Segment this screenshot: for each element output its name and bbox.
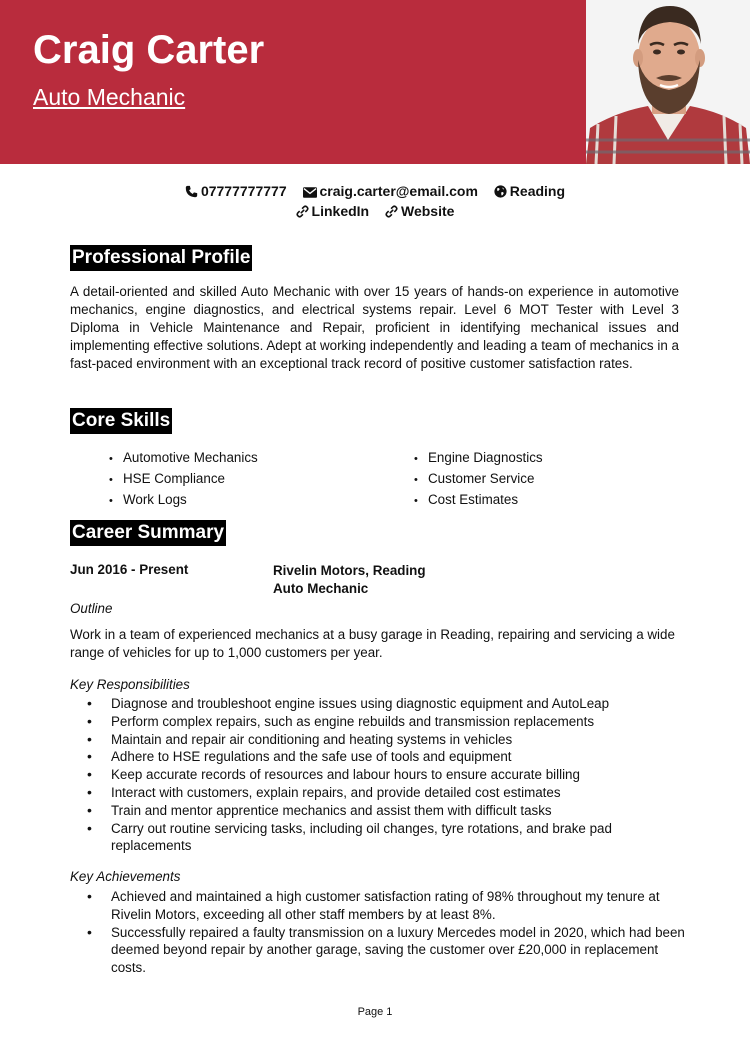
phone-text: 07777777777 bbox=[200, 183, 287, 199]
outline-text: Work in a team of experienced mechanics at a busy garage in Reading, repairing and servicing a wide range of vehicles for up to 1,000 customers per year. bbox=[70, 627, 675, 660]
achievements-list bbox=[70, 888, 690, 977]
job-role: Auto Mechanic bbox=[273, 581, 369, 596]
responsibilities-list bbox=[70, 695, 685, 855]
list-item: • Diagnose and troubleshoot engine issues using diagnostic equipment and AutoLeap bbox=[70, 695, 685, 713]
list-item: • Carry out routine servicing tasks, including oil changes, tyre rotations, and brake pad replacements bbox=[70, 820, 685, 856]
responsibilities-label: Key Responsibilities bbox=[70, 677, 190, 692]
list-item: • Adhere to HSE regulations and the safe use of tools and equipment bbox=[70, 748, 685, 766]
list-item: • Achieved and maintained a high customer satisfaction rating of 98% throughout my tenure at Rivelin Motors, exceeding all other staff members by at least 8%. bbox=[70, 888, 690, 924]
link-icon bbox=[385, 205, 398, 218]
header-banner bbox=[0, 0, 750, 164]
profile-text: A detail-oriented and skilled Auto Mechanic with over 15 years of hands-on experience in automotive mechanics, engine diagnostics, and electrical systems repair. Level 6 MOT Tester with Level 3 Diploma in Vehicle Maintenance and Repair, proficient in identifying mechanical issues and implementing effective solutions. Adept at working independently and leading a team of mechanics in a fast-paced environment with an exceptional track record of positive customer satisfaction rates. bbox=[70, 284, 679, 371]
job-title: Auto Mechanic bbox=[33, 84, 186, 110]
skill-item: • Work Logs bbox=[109, 490, 258, 511]
website-text: Website bbox=[401, 203, 455, 219]
envelope-icon bbox=[303, 187, 317, 198]
contact-location bbox=[494, 181, 565, 201]
list-item: • Perform complex repairs, such as engine rebuilds and transmission replacements bbox=[70, 713, 685, 731]
employer-name: Rivelin Motors, Reading bbox=[273, 563, 426, 578]
achievements-label: Key Achievements bbox=[70, 869, 181, 884]
contact-linkedin[interactable] bbox=[296, 201, 370, 221]
contact-phone[interactable] bbox=[185, 181, 287, 201]
contact-website[interactable] bbox=[385, 201, 454, 221]
skill-item: • Automotive Mechanics bbox=[109, 448, 258, 469]
career-heading: Career Summary bbox=[70, 520, 226, 546]
job-employer-block bbox=[273, 562, 426, 598]
email-text: craig.carter@email.com bbox=[319, 183, 478, 199]
job-dates: Jun 2016 - Present bbox=[70, 562, 189, 577]
list-item: • Interact with customers, explain repairs, and provide detailed cost estimates bbox=[70, 784, 685, 802]
linkedin-text: LinkedIn bbox=[311, 203, 370, 219]
location-text: Reading bbox=[509, 183, 566, 199]
list-item: • Keep accurate records of resources and labour hours to ensure accurate billing bbox=[70, 766, 685, 784]
contact-details bbox=[0, 181, 750, 221]
globe-icon bbox=[494, 185, 507, 198]
skill-item: • Customer Service bbox=[414, 469, 543, 490]
skill-item: • Cost Estimates bbox=[414, 490, 543, 511]
list-item: • Successfully repaired a faulty transmission on a luxury Mercedes model in 2020, which had been deemed beyond repair by another garage, saving the customer over £20,000 in replacement costs. bbox=[70, 924, 690, 977]
skill-item: • Engine Diagnostics bbox=[414, 448, 543, 469]
profile-heading: Professional Profile bbox=[70, 245, 252, 271]
skills-list-right bbox=[414, 448, 543, 511]
list-item: • Maintain and repair air conditioning and heating systems in vehicles bbox=[70, 731, 685, 749]
contact-email[interactable] bbox=[303, 181, 478, 201]
profile-photo bbox=[586, 0, 750, 164]
skill-item: • HSE Compliance bbox=[109, 469, 258, 490]
outline-label: Outline bbox=[70, 601, 113, 616]
phone-icon bbox=[185, 185, 198, 198]
skills-list-left bbox=[109, 448, 258, 511]
list-item: • Train and mentor apprentice mechanics and assist them with difficult tasks bbox=[70, 802, 685, 820]
page-number: Page 1 bbox=[357, 1006, 393, 1018]
skills-heading: Core Skills bbox=[70, 408, 172, 434]
candidate-name: Craig Carter bbox=[33, 28, 265, 72]
link-icon bbox=[296, 205, 309, 218]
